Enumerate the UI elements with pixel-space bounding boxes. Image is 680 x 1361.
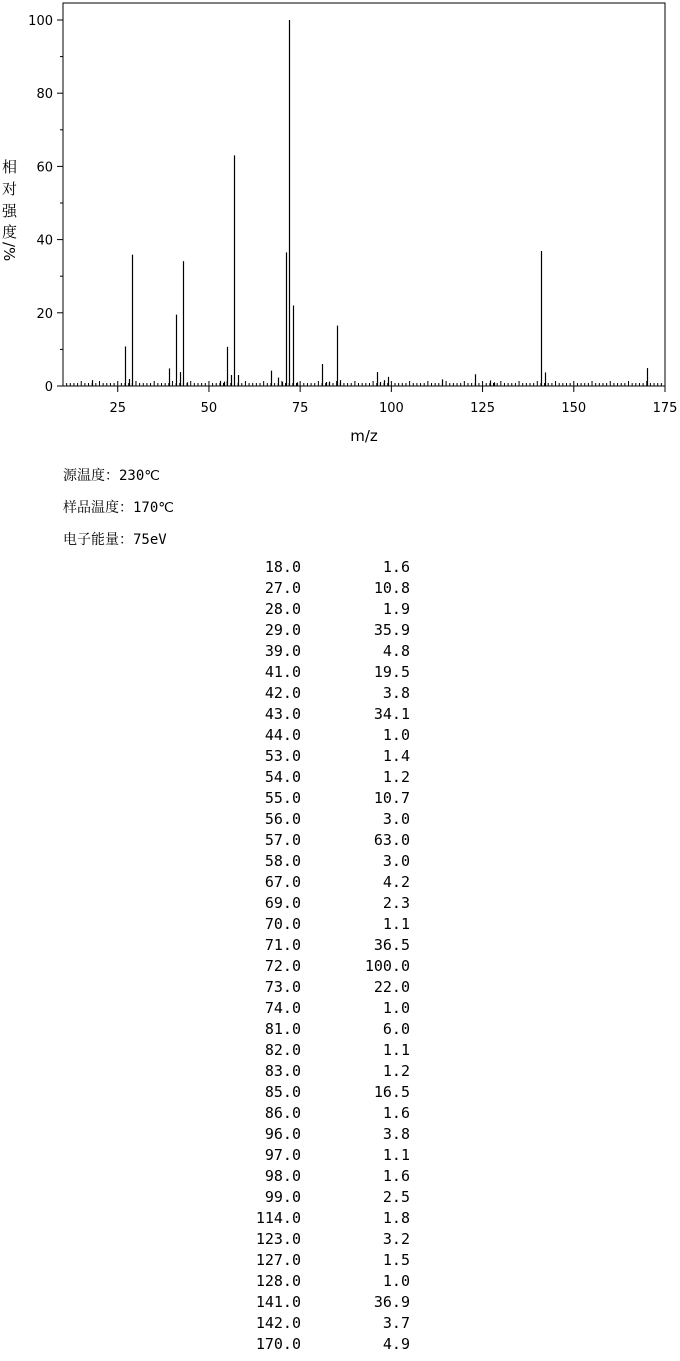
mz-value: 71.0 bbox=[264, 936, 301, 954]
abundance-value: 10.7 bbox=[373, 789, 410, 807]
y-axis-label-char: 对 bbox=[2, 180, 18, 198]
x-minor-ticks bbox=[63, 381, 665, 386]
abundance-value: 1.0 bbox=[382, 999, 410, 1017]
y-axis-label-char: 相 bbox=[2, 158, 18, 176]
table-row bbox=[230, 683, 420, 704]
mz-value: 114.0 bbox=[255, 1209, 301, 1227]
mz-value: 27.0 bbox=[264, 579, 301, 597]
table-row bbox=[230, 620, 420, 641]
mz-value: 170.0 bbox=[255, 1335, 301, 1353]
mz-value: 56.0 bbox=[264, 810, 301, 828]
abundance-value: 3.8 bbox=[382, 1125, 410, 1143]
table-row bbox=[230, 1166, 420, 1187]
mz-value: 42.0 bbox=[264, 684, 301, 702]
abundance-value: 16.5 bbox=[373, 1083, 410, 1101]
table-row bbox=[230, 746, 420, 767]
table-row bbox=[230, 893, 420, 914]
y-axis-label-char: 度 bbox=[2, 223, 18, 241]
y-axis bbox=[28, 14, 63, 395]
table-row bbox=[230, 725, 420, 746]
table-row bbox=[230, 1292, 420, 1313]
plot-frame bbox=[63, 3, 665, 386]
table-row bbox=[230, 1271, 420, 1292]
table-row bbox=[230, 914, 420, 935]
table-row bbox=[230, 809, 420, 830]
abundance-value: 4.9 bbox=[382, 1335, 410, 1353]
abundance-value: 1.0 bbox=[382, 1272, 410, 1290]
table-row bbox=[230, 662, 420, 683]
abundance-value: 3.7 bbox=[382, 1314, 410, 1332]
mz-value: 69.0 bbox=[264, 894, 301, 912]
x-axis-label: m/z bbox=[350, 427, 378, 445]
mz-value: 70.0 bbox=[264, 915, 301, 933]
abundance-value: 36.9 bbox=[373, 1293, 410, 1311]
table-row bbox=[230, 1187, 420, 1208]
table-row bbox=[230, 872, 420, 893]
mz-value: 142.0 bbox=[255, 1314, 301, 1332]
y-axis-label-char: 强 bbox=[2, 202, 18, 220]
abundance-value: 1.6 bbox=[382, 558, 410, 576]
abundance-value: 22.0 bbox=[373, 978, 410, 996]
y-tick-label: 0 bbox=[44, 380, 53, 395]
abundance-value: 100.0 bbox=[364, 957, 410, 975]
abundance-value: 1.8 bbox=[382, 1209, 410, 1227]
y-axis-label bbox=[0, 158, 18, 261]
abundance-value: 1.1 bbox=[382, 915, 410, 933]
x-tick-label: 100 bbox=[378, 401, 404, 416]
mz-value: 53.0 bbox=[264, 747, 301, 765]
mz-value: 54.0 bbox=[264, 768, 301, 786]
mz-value: 28.0 bbox=[264, 600, 301, 618]
table-row bbox=[230, 788, 420, 809]
abundance-value: 2.5 bbox=[382, 1188, 410, 1206]
abundance-value: 6.0 bbox=[382, 1020, 410, 1038]
mz-value: 99.0 bbox=[264, 1188, 301, 1206]
table-row bbox=[230, 935, 420, 956]
table-row bbox=[230, 1019, 420, 1040]
table-row bbox=[230, 557, 420, 578]
abundance-value: 3.0 bbox=[382, 810, 410, 828]
y-tick-label: 80 bbox=[36, 87, 53, 103]
mz-value: 18.0 bbox=[264, 558, 301, 576]
abundance-value: 1.5 bbox=[382, 1251, 410, 1269]
info-line bbox=[63, 532, 167, 548]
mz-value: 57.0 bbox=[264, 831, 301, 849]
spectrum-peaks bbox=[93, 20, 648, 386]
mz-value: 72.0 bbox=[264, 957, 301, 975]
table-row bbox=[230, 1145, 420, 1166]
abundance-value: 2.3 bbox=[382, 894, 410, 912]
info-label: 样品温度： bbox=[63, 500, 133, 516]
mz-value: 85.0 bbox=[264, 1083, 301, 1101]
abundance-value: 3.0 bbox=[382, 852, 410, 870]
table-row bbox=[230, 599, 420, 620]
mz-value: 39.0 bbox=[264, 642, 301, 660]
mz-value: 128.0 bbox=[255, 1272, 301, 1290]
x-tick-label: 75 bbox=[291, 401, 309, 416]
abundance-value: 1.2 bbox=[382, 1062, 410, 1080]
mz-value: 58.0 bbox=[264, 852, 301, 870]
mz-value: 98.0 bbox=[264, 1167, 301, 1185]
x-tick-label: 50 bbox=[200, 401, 218, 416]
table-row bbox=[230, 1334, 420, 1355]
table-row bbox=[230, 977, 420, 998]
info-value: 170℃ bbox=[133, 500, 175, 516]
table-row bbox=[230, 767, 420, 788]
mz-value: 127.0 bbox=[255, 1251, 301, 1269]
mz-value: 97.0 bbox=[264, 1146, 301, 1164]
table-row bbox=[230, 1082, 420, 1103]
info-line bbox=[63, 500, 174, 516]
table-row bbox=[230, 1061, 420, 1082]
y-tick-label: 60 bbox=[36, 160, 53, 176]
table-row bbox=[230, 641, 420, 662]
x-axis bbox=[109, 386, 677, 416]
table-row bbox=[230, 1208, 420, 1229]
table-row bbox=[230, 956, 420, 977]
mz-value: 86.0 bbox=[264, 1104, 301, 1122]
table-row bbox=[230, 1124, 420, 1145]
y-axis-label-unit: /% bbox=[0, 242, 18, 262]
abundance-value: 1.4 bbox=[382, 747, 410, 765]
table-row bbox=[230, 1229, 420, 1250]
mz-value: 96.0 bbox=[264, 1125, 301, 1143]
abundance-value: 1.0 bbox=[382, 726, 410, 744]
mz-value: 74.0 bbox=[264, 999, 301, 1017]
info-value: 75eV bbox=[133, 532, 167, 548]
abundance-value: 1.2 bbox=[382, 768, 410, 786]
mz-value: 82.0 bbox=[264, 1041, 301, 1059]
info-label: 源温度： bbox=[63, 468, 119, 484]
table-row bbox=[230, 1250, 420, 1271]
abundance-value: 3.2 bbox=[382, 1230, 410, 1248]
mz-value: 73.0 bbox=[264, 978, 301, 996]
mz-value: 83.0 bbox=[264, 1062, 301, 1080]
mz-value: 123.0 bbox=[255, 1230, 301, 1248]
x-tick-label: 25 bbox=[109, 401, 127, 416]
info-line bbox=[63, 468, 160, 484]
abundance-value: 4.8 bbox=[382, 642, 410, 660]
peak-table bbox=[230, 557, 420, 1355]
abundance-value: 19.5 bbox=[373, 663, 410, 681]
abundance-value: 34.1 bbox=[373, 705, 410, 723]
table-row bbox=[230, 998, 420, 1019]
mz-value: 43.0 bbox=[264, 705, 301, 723]
y-tick-label: 20 bbox=[36, 306, 53, 322]
abundance-value: 1.6 bbox=[382, 1167, 410, 1185]
table-row bbox=[230, 1313, 420, 1334]
mz-value: 44.0 bbox=[264, 726, 301, 744]
mz-value: 55.0 bbox=[264, 789, 301, 807]
mz-value: 29.0 bbox=[264, 621, 301, 639]
abundance-value: 35.9 bbox=[373, 621, 410, 639]
x-tick-label: 150 bbox=[561, 401, 587, 416]
x-tick-label: 125 bbox=[470, 401, 495, 416]
mz-value: 67.0 bbox=[264, 873, 301, 891]
info-value: 230℃ bbox=[119, 468, 161, 484]
table-row bbox=[230, 1040, 420, 1061]
table-row bbox=[230, 578, 420, 599]
mz-value: 141.0 bbox=[255, 1293, 301, 1311]
table-row bbox=[230, 704, 420, 725]
y-tick-label: 100 bbox=[28, 14, 53, 29]
mz-value: 81.0 bbox=[264, 1020, 301, 1038]
abundance-value: 1.1 bbox=[382, 1041, 410, 1059]
table-row bbox=[230, 1103, 420, 1124]
abundance-value: 3.8 bbox=[382, 684, 410, 702]
abundance-value: 4.2 bbox=[382, 873, 410, 891]
abundance-value: 1.9 bbox=[382, 600, 410, 618]
mz-value: 41.0 bbox=[264, 663, 301, 681]
x-tick-label: 175 bbox=[652, 401, 678, 416]
abundance-value: 36.5 bbox=[373, 936, 410, 954]
info-label: 电子能量： bbox=[63, 532, 133, 548]
abundance-value: 63.0 bbox=[373, 831, 410, 849]
table-row bbox=[230, 851, 420, 872]
y-tick-label: 40 bbox=[36, 233, 53, 249]
abundance-value: 1.6 bbox=[382, 1104, 410, 1122]
mass-spectrum-chart bbox=[0, 0, 680, 450]
abundance-value: 1.1 bbox=[382, 1146, 410, 1164]
table-row bbox=[230, 830, 420, 851]
abundance-value: 10.8 bbox=[373, 579, 410, 597]
